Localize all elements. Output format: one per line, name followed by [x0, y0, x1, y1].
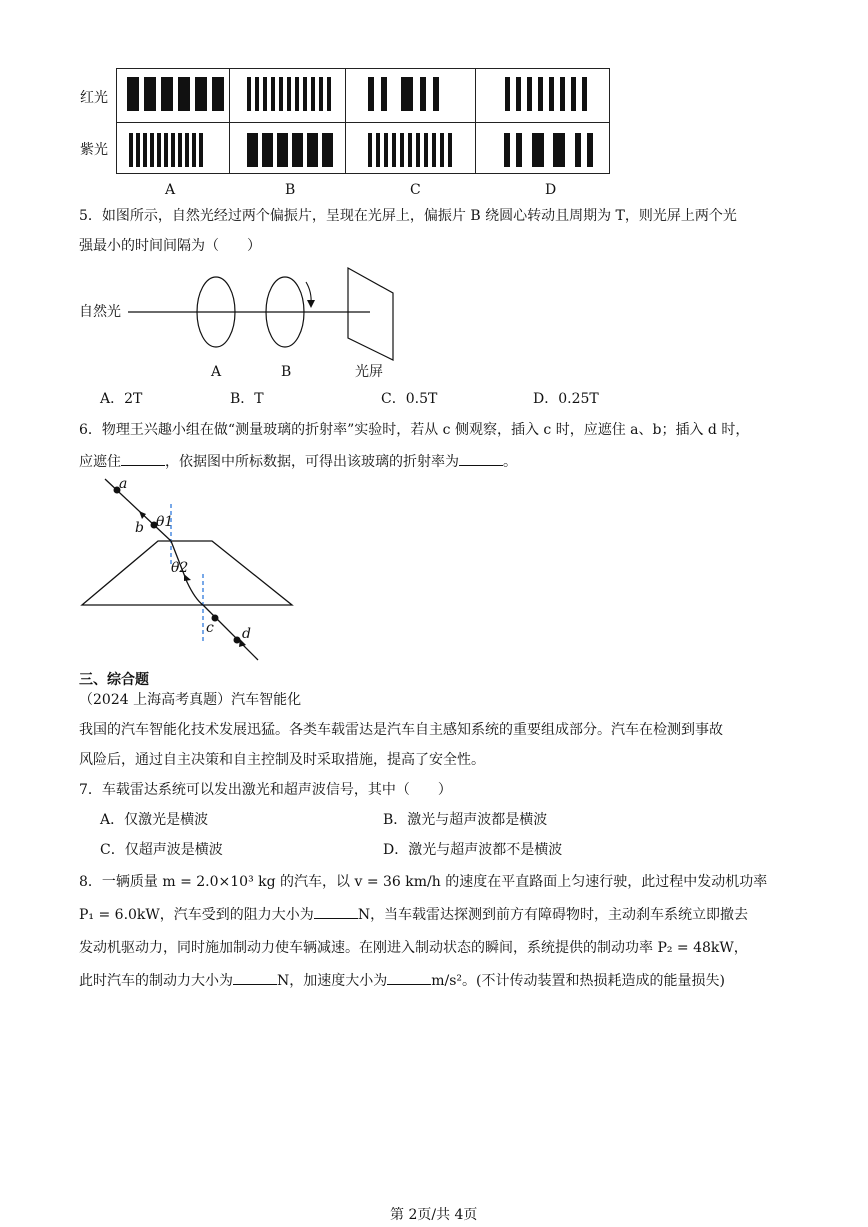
section-source: （2024 上海高考真题）汽车智能化 — [79, 692, 302, 708]
fringe-violet-a — [129, 133, 203, 167]
section-title: 三、综合题 — [79, 672, 149, 688]
fringe-bar — [381, 77, 387, 111]
q8-line4 — [79, 970, 725, 991]
row-label-red: 红光 — [80, 90, 108, 106]
fringe-bar — [262, 133, 273, 167]
label-pin-c: c — [206, 620, 214, 636]
fringe-red-c — [368, 77, 439, 111]
fringe-bar — [292, 133, 303, 167]
fringe-bar — [424, 133, 428, 167]
q5-stem-line1: 5．如图所示，自然光经过两个偏振片，呈现在光屏上，偏振片 B 绕圆心转动且周期为 T，则光屏上两个光 — [79, 208, 737, 224]
fringe-bar — [505, 77, 510, 111]
q8-line2 — [79, 904, 748, 925]
q5-option-b: B．T — [230, 391, 264, 407]
section-para-line2: 风险后，通过自主决策和自主控制及时采取措施，提高了安全性。 — [79, 752, 485, 768]
fringe-red-a — [127, 77, 224, 111]
q6-text-b: ，依据图中所标数据，可得出该玻璃的折射率为 — [165, 454, 459, 470]
fringe-bar — [527, 77, 532, 111]
fringe-bar — [150, 133, 154, 167]
fringe-bar — [322, 133, 333, 167]
fringe-bar — [263, 77, 267, 111]
q7-stem: 7．车载雷达系统可以发出激光和超声波信号，其中（ ） — [79, 782, 452, 798]
fringe-bar — [247, 133, 258, 167]
q7-option-b: B．激光与超声波都是横波 — [383, 812, 548, 828]
fringe-bar — [157, 133, 161, 167]
fringe-violet-b — [247, 133, 333, 167]
q8-blank-2[interactable] — [233, 970, 277, 985]
fringe-bar — [420, 77, 426, 111]
fringe-bar — [448, 133, 452, 167]
fringe-bar — [392, 133, 396, 167]
q7-option-c: C．仅超声波是横波 — [100, 842, 223, 858]
fringe-bar — [400, 133, 404, 167]
q6-blank-1[interactable] — [121, 451, 165, 466]
section-para-line1: 我国的汽车智能化技术发展迅猛。各类车载雷达是汽车自主感知系统的重要组成部分。汽车在检测到事故 — [79, 722, 723, 738]
row-label-violet: 紫光 — [80, 142, 108, 158]
fringe-bar — [311, 77, 315, 111]
fringe-violet-c — [368, 133, 452, 167]
fringe-bar — [575, 133, 581, 167]
q8-text-4c: m/s²。(不计传动装置和热损耗造成的能量损失) — [431, 973, 725, 989]
fringe-violet-d — [504, 133, 593, 167]
q5-option-d: D．0.25T — [533, 391, 599, 407]
fringe-red-d — [505, 77, 587, 111]
q8-blank-1[interactable] — [314, 904, 358, 919]
page-number: 第 2页/共 4页 — [390, 1207, 478, 1223]
label-pin-d: d — [242, 626, 251, 642]
label-pin-b: b — [135, 520, 144, 536]
fringe-bar — [303, 77, 307, 111]
col-label-a: A — [165, 182, 176, 198]
fringe-bar — [271, 77, 275, 111]
fringe-bar — [319, 77, 323, 111]
fringe-bar — [295, 77, 299, 111]
fringe-bar — [432, 133, 436, 167]
q8-text-2b: N，当车载雷达探测到前方有障碍物时，主动刹车系统立即撤去 — [357, 907, 749, 923]
q5-option-a: A．2T — [100, 391, 143, 407]
q8-blank-3[interactable] — [387, 970, 431, 985]
q8-line1: 8．一辆质量 m = 2.0×10³ kg 的汽车，以 v = 36 km/h 的速度在平直路面上匀速行驶，此过程中发动机功率 — [79, 874, 768, 890]
fringe-bar — [408, 133, 412, 167]
q6-text-c: 。 — [503, 454, 517, 470]
q6-stem-line2 — [79, 451, 517, 472]
q6-stem-line1: 6．物理王兴趣小组在做“测量玻璃的折射率”实验时，若从 c 侧观察，插入 c 时，应遮住 a、b；插入 d 时， — [79, 422, 750, 438]
fringe-bar — [587, 133, 593, 167]
fringe-bar — [368, 133, 372, 167]
fringe-bar — [401, 77, 413, 111]
fringe-bar — [161, 77, 173, 111]
fringe-bar — [560, 77, 565, 111]
label-theta2: θ2 — [171, 560, 189, 576]
fringe-bar — [549, 77, 554, 111]
col-label-d: D — [545, 182, 557, 198]
fringe-pattern-grid — [116, 68, 610, 174]
fringe-bar — [287, 77, 291, 111]
fringe-bar — [255, 77, 259, 111]
fringe-bar — [416, 133, 420, 167]
fringe-bar — [516, 133, 522, 167]
label-polarizer-b: B — [281, 364, 292, 380]
q6-blank-2[interactable] — [459, 451, 503, 466]
fringe-bar — [144, 77, 156, 111]
fringe-bar — [195, 77, 207, 111]
fringe-bar — [185, 133, 189, 167]
fringe-bar — [538, 77, 543, 111]
fringe-bar — [192, 133, 196, 167]
fringe-bar — [553, 133, 565, 167]
fringe-bar — [277, 133, 288, 167]
fringe-bar — [178, 133, 182, 167]
fringe-bar — [532, 133, 544, 167]
fringe-bar — [143, 133, 147, 167]
fringe-red-b — [247, 77, 331, 111]
fringe-bar — [127, 77, 139, 111]
q7-option-d: D．激光与超声波都不是横波 — [383, 842, 563, 858]
fringe-bar — [171, 133, 175, 167]
label-natural-light: 自然光 — [79, 304, 121, 320]
q8-line3: 发动机驱动力，同时施加制动力使车辆减速。在刚进入制动状态的瞬间，系统提供的制动功率 P₂ = 48kW， — [79, 940, 748, 956]
fringe-bar — [212, 77, 224, 111]
q8-text-4a: 此时汽车的制动力大小为 — [79, 973, 233, 989]
fringe-bar — [178, 77, 190, 111]
label-pin-a: a — [119, 476, 128, 492]
fringe-bar — [279, 77, 283, 111]
fringe-bar — [368, 77, 374, 111]
label-theta1: θ1 — [156, 514, 174, 530]
fringe-bar — [384, 133, 388, 167]
fringe-bar — [516, 77, 521, 111]
q7-option-a: A．仅激光是横波 — [100, 812, 209, 828]
fringe-bar — [247, 77, 251, 111]
label-polarizer-a: A — [211, 364, 222, 380]
fringe-bar — [129, 133, 133, 167]
col-label-c: C — [410, 182, 421, 198]
fringe-bar — [582, 77, 587, 111]
q6-text-a: 应遮住 — [79, 454, 121, 470]
fringe-bar — [164, 133, 168, 167]
fringe-bar — [327, 77, 331, 111]
q5-stem-line2: 强最小的时间间隔为（ ） — [79, 238, 261, 254]
fringe-bar — [376, 133, 380, 167]
label-screen: 光屏 — [355, 364, 383, 380]
fringe-bar — [571, 77, 576, 111]
fringe-bar — [136, 133, 140, 167]
fringe-bar — [504, 133, 510, 167]
q5-option-c: C．0.5T — [381, 391, 438, 407]
col-label-b: B — [285, 182, 296, 198]
fringe-bar — [433, 77, 439, 111]
fringe-bar — [307, 133, 318, 167]
q8-text-2a: P₁ = 6.0kW，汽车受到的阻力大小为 — [79, 907, 314, 923]
q8-text-4b: N，加速度大小为 — [277, 973, 388, 989]
fringe-bar — [199, 133, 203, 167]
fringe-bar — [440, 133, 444, 167]
